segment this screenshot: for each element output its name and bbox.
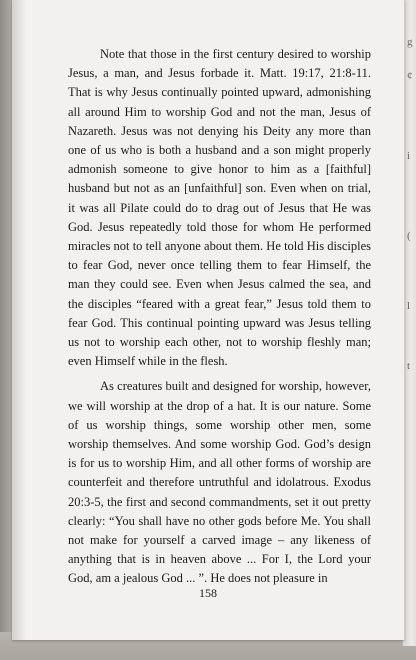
book-page — [12, 0, 405, 640]
adjacent-page-edge: g ¢ i ( l t — [402, 0, 416, 646]
page-number: 158 — [199, 586, 217, 600]
paragraph-1: Note that those in the first century desired to worship Jesus, a man, and Jesus forbade it. Matt. 19:17, 21:8-11. That is why Jesus continually pointed upward, admonishing all around Him to worship God and not the man, Jesus of Nazareth. Jesus was not denying his Deity any more than one of us who is both a husband and a son might properly admonish someone to give honor to him as a [faithful] husband but not as an [unfaithful] son. Even when on trial, it was all Pilate could do to drag out of Jesus that He was God. Jesus repeatedly told those for whom He performed miracles not to tell anyone about them. He told His disciples to fear God, never once telling them to fear Himself, the man they could see. Even when Jesus calmed the sea, and the disciples “feared with a great fear,” Jesus told them to fear God. This continual pointing upward was Jesus telling us not to worship each other, not to worship fleshly man; even Himself while in the flesh. — [68, 47, 371, 369]
page-text — [68, 45, 371, 589]
paragraph-2: As creatures built and designed for worship, however, we will worship at the drop of a hat. It is our nature. Some of us worship things, some worship other men, some worship themselves. And some worship God. God’s design is for us to worship Him, and all other forms of worship are counterfeit and therefore untruthful and idolatrous. Exodus 20:3-5, the first and second commandments, set it out pretty clearly: “You shall have no other gods before Me. You shall not make for yourself a carved image – any likeness of anything that is in heaven above ... For I, the Lord your God, am a jealous God ... ”. He does not pleasure in — [68, 379, 371, 586]
